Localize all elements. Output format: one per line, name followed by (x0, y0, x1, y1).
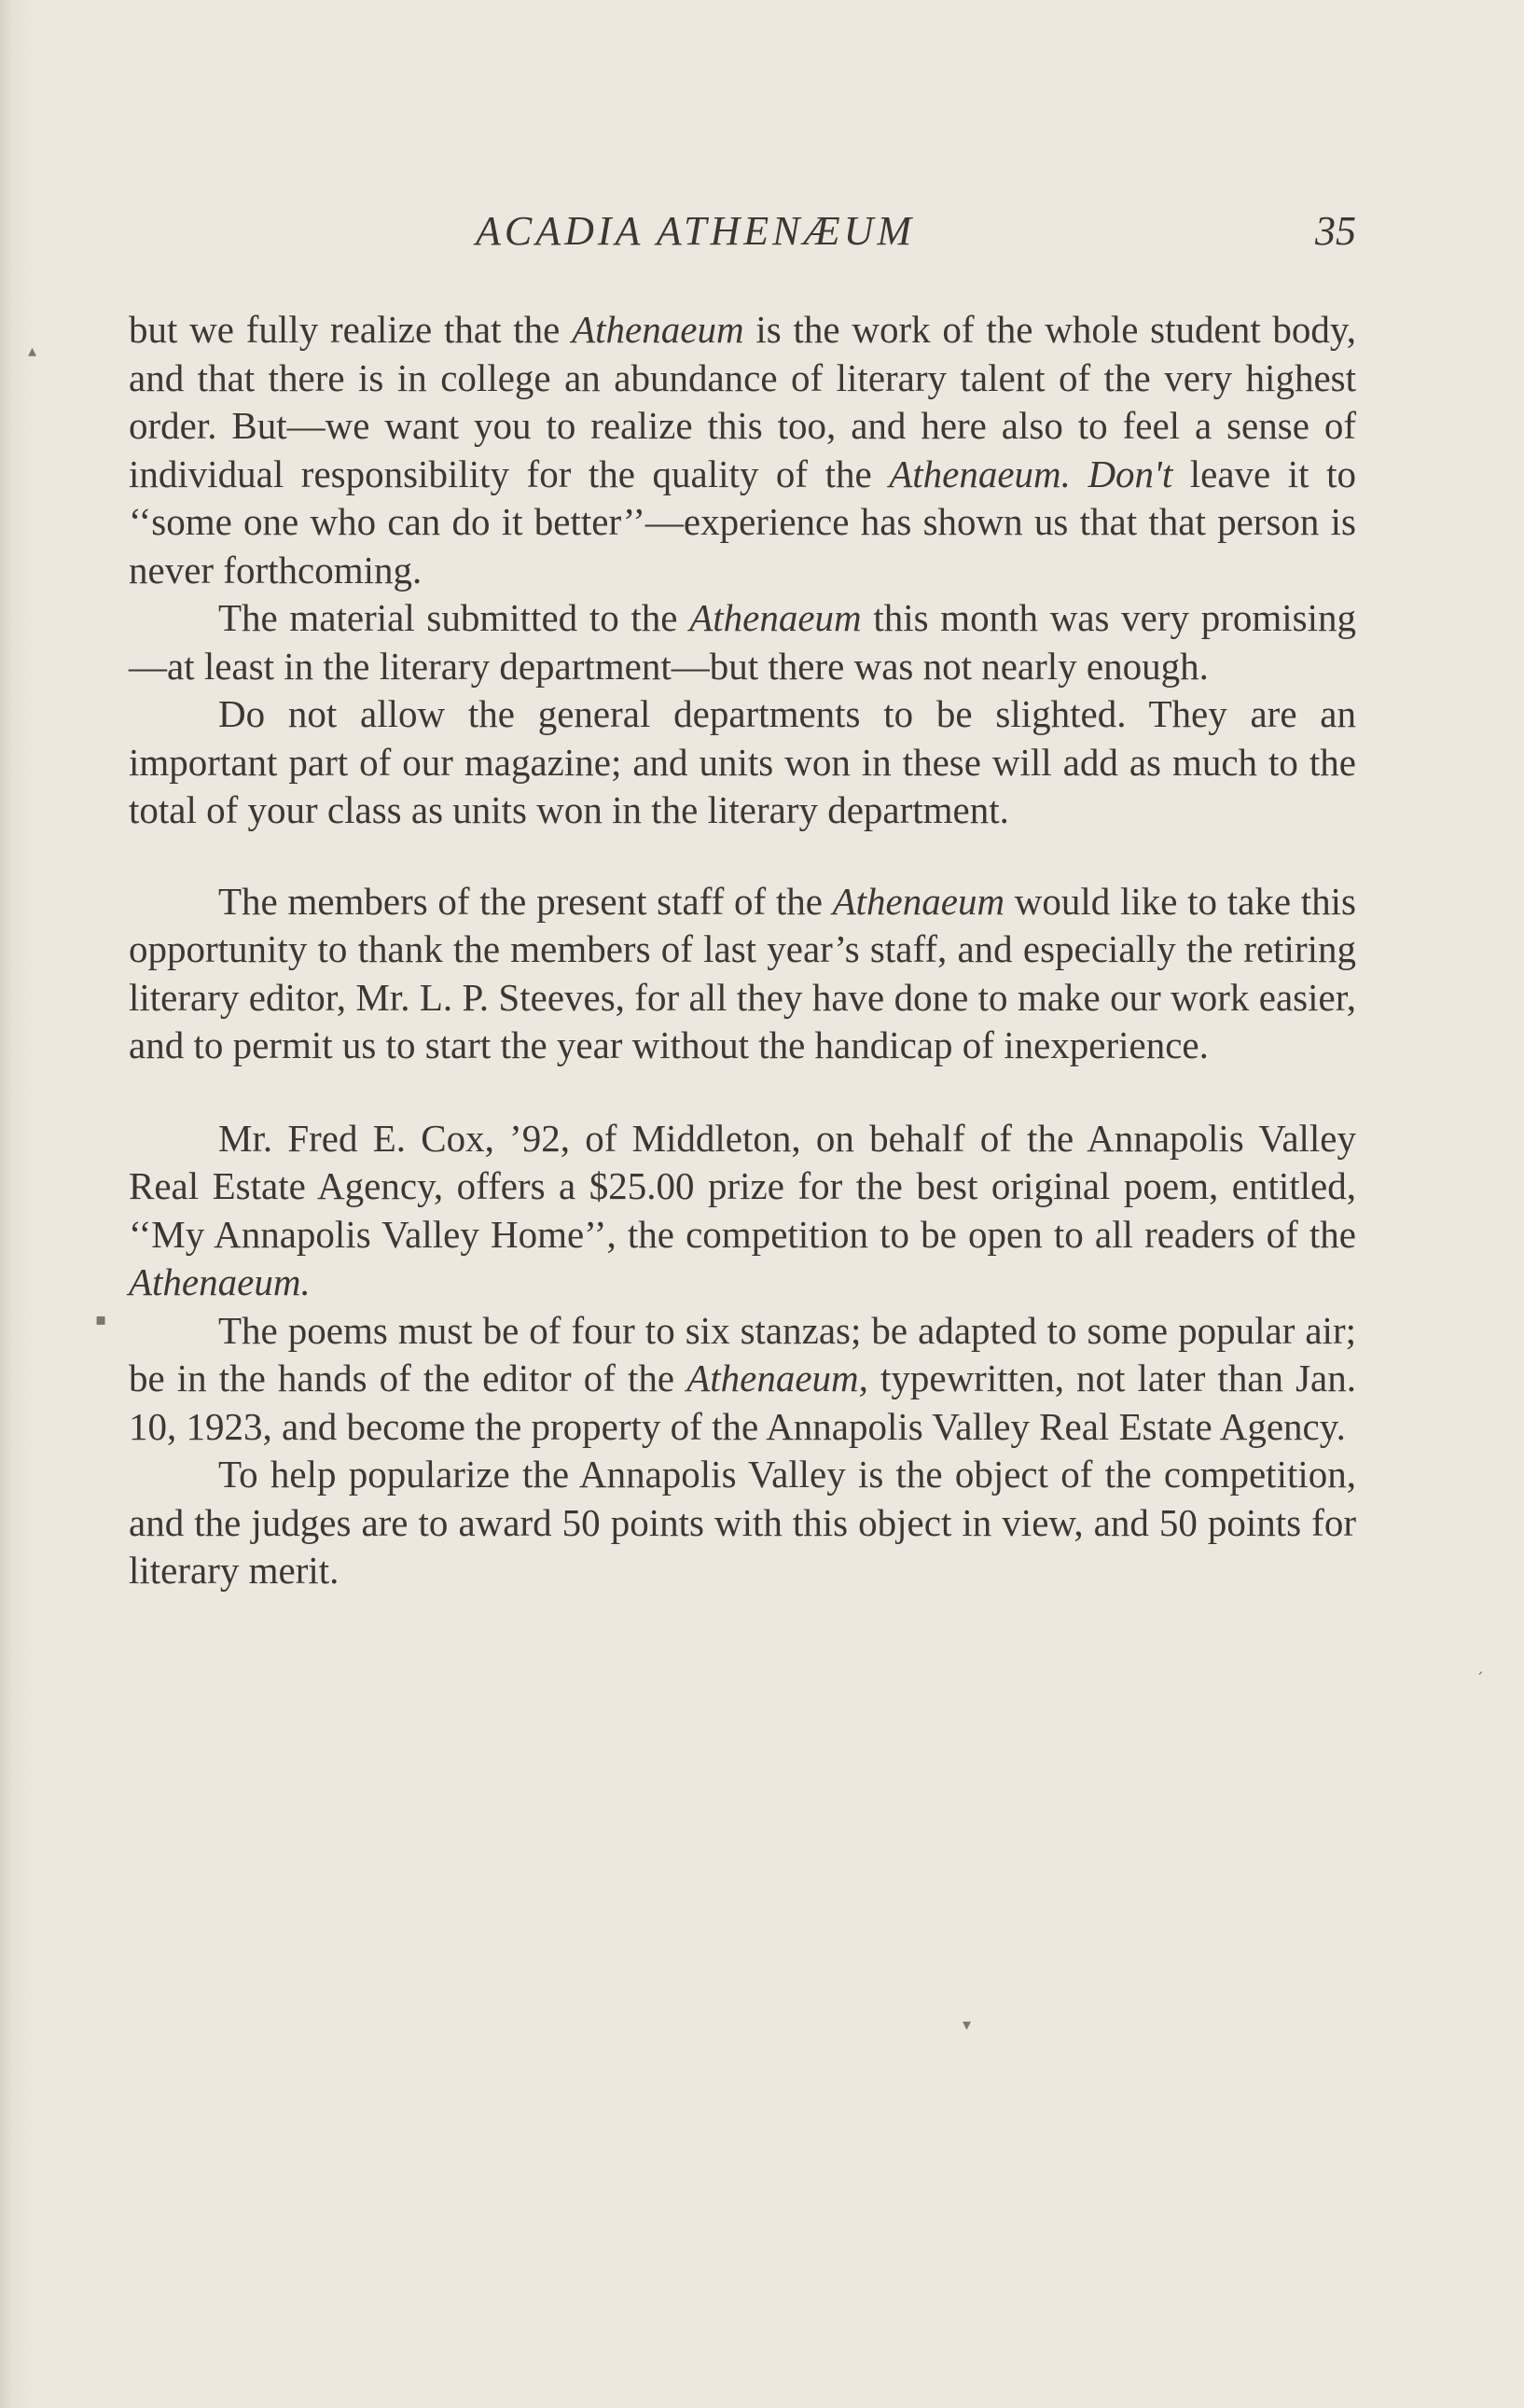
margin-mark: ▾ (963, 2015, 972, 2035)
publication-title: Athenaeum. (889, 452, 1071, 495)
margin-mark: ▴ (28, 341, 37, 361)
paragraph: The members of the present staff of the Athenaeum would like to take this opportunity to thank the members of last year’s staff, and especially the retiring literary editor, Mr. L. P. Steeves, for all they have done to make our work easier, and to permit us to start the year without the handicap of inexperience. (129, 879, 1356, 1066)
paragraph: Do not allow the general departments to be slighted. They are an important part of our magazine; and units won in these will add as much to the total of your class as units won in the literary department. (129, 692, 1356, 831)
running-head: ACADIA ATHENÆUM (476, 208, 916, 254)
publication-title: Athenaeum, (686, 1357, 868, 1399)
publication-title: Athenaeum (689, 596, 862, 639)
publication-title: Athenaeum (832, 879, 1005, 923)
paragraph: Mr. Fred E. Cox, ’92, of Middleton, on behalf of the Annapolis Valley Real Estate Agency, offers a $25.00 prize for the best original poem, entitled, ‘‘My Annapolis Valley Home’’, the competition to be open to all readers of the Athenaeum. (129, 1116, 1356, 1303)
paragraph: To help popularize the Annapolis Valley is the object of the competition, and the judges are to award 50 points with this object in view, and 50 points for literary merit. (129, 1453, 1356, 1592)
page-header (129, 207, 1356, 272)
body-text (129, 306, 1356, 1595)
paragraph: but we fully realize that the Athenaeum is the work of the whole student body, and that there is in college an abundance of literary talent of the very highest order. But—we want you to realize this too, and here also to feel a sense of individual responsibility for the quality of the Athenaeum. Don't leave it to ‘‘some one who can do it better’’—experience has shown us that that person is never forthcoming. (129, 308, 1356, 592)
publication-title: Athenaeum. (129, 1260, 311, 1303)
margin-mark: ˊ (1476, 1670, 1484, 1690)
paragraph: The poems must be of four to six stanzas; be adapted to some popular air; be in the hands of the editor of the Athenaeum, typewritten, not later than Jan. 10, 1923, and become the property of the Annapolis Valley Real Estate Agency. (129, 1308, 1357, 1448)
publication-title: Athenaeum (572, 308, 744, 351)
emphasis: Don't (1088, 452, 1173, 495)
page-number: 35 (1315, 208, 1356, 254)
paragraph: The material submitted to the Athenaeum this month was very promising—at least in the literary department—but there was not nearly enough. (129, 596, 1356, 688)
margin-mark: ▪ (95, 1310, 107, 1329)
